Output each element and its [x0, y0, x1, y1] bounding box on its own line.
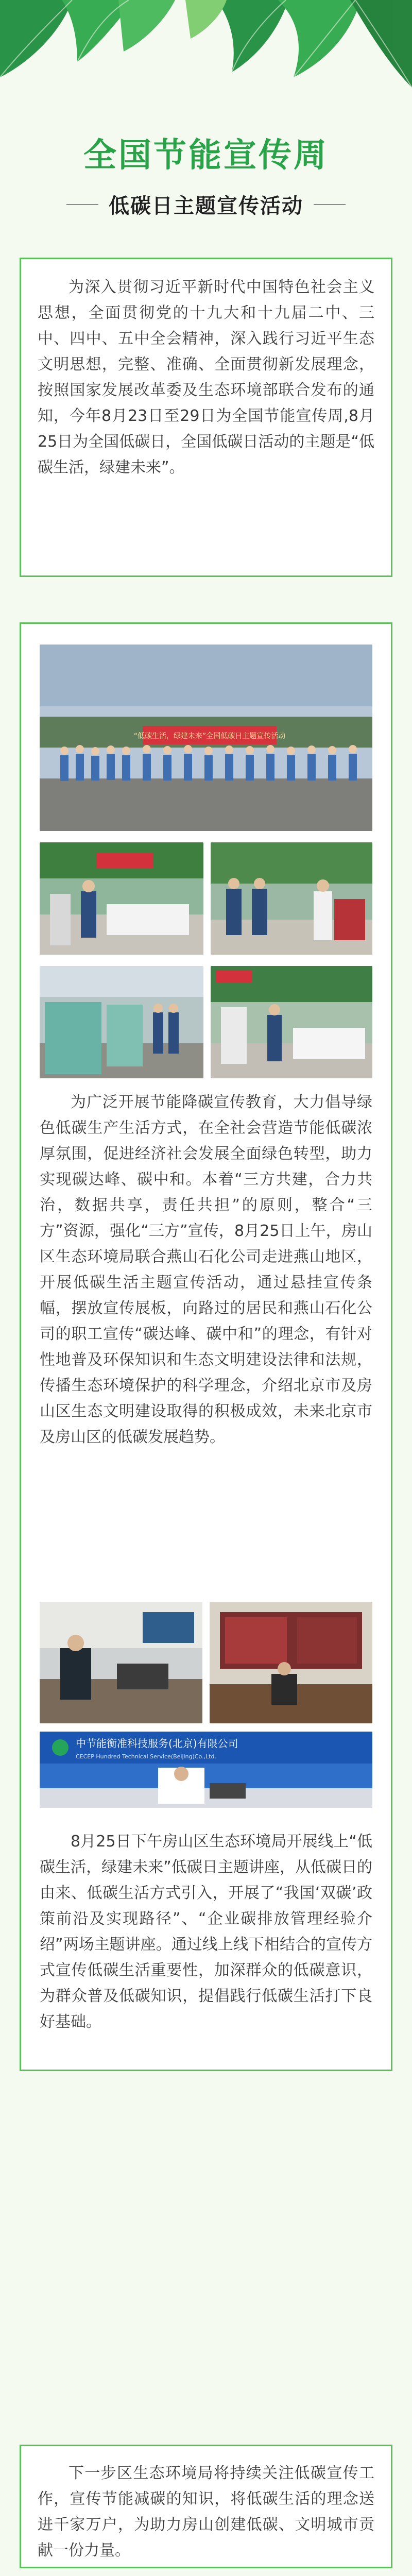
event-paragraph: 为广泛开展节能降碳宣传教育，大力倡导绿色低碳生产生活方式，在全社会营造节能低碳浓厚氛围，促进经济社会发展全面绿色转型，助力实现碳达峰、碳中和。本着“三方共建，合力共治，数据共享，责任共担”的原则，整合“三方”资源，强化“三方”宣传，8月25日上午，房山区生态环境局联合燕山石化公司走进燕山地区，开展低碳生活主题宣传活动，通过悬挂宣传条幅，摆放宣传展板，向路过的居民和燕山石化公司的职工宣传“碳达峰、碳中和”的理念，有针对性地普及环保知识和生态文明建设法律和法规，传播生态环境保护的科学理念，介绍北京市及房山区生态文明建设取得的积极成效，未来北京市及房山区的低碳发展趋势。	[40, 1093, 372, 1446]
event-photo-group	[40, 645, 372, 831]
exhibit-photo-2	[211, 966, 372, 1078]
event-card	[20, 622, 392, 1816]
page-title: 全国节能宣传周	[83, 137, 329, 175]
lecture-photo-1	[40, 1602, 202, 1723]
closing-paragraph: 下一步区生态环境局将持续关注低碳宣传工作，宣传节能减碳的知识，将低碳生活的理念送进千家万户，为助力房山创建低碳、文明城市贡献一份力量。	[38, 2464, 374, 2560]
intro-card	[20, 258, 392, 577]
subtitle-row	[0, 190, 412, 219]
lecture-paragraph: 8月25日下午房山区生态环境局开展线上“低碳生活，绿建未来”低碳日主题讲座，从低碳日的由来、低碳生活方式引入，开展了“我国‘双碳’政策前沿及实现路径”、“企业碳排放管理经验介绍”两场主题讲座。通过线上线下相结合的宣传方式宣传低碳生活重要性，加深群众的低碳意识，为群众普及低碳知识，提倡践行低碳生活打下良好基础。	[40, 1833, 372, 2031]
header	[0, 139, 412, 219]
page-subtitle: 低碳日主题宣传活动	[109, 194, 303, 218]
photo-banner-text: “低碳生活，绿建未来”全国低碳日主题宣传活动	[133, 732, 286, 740]
lecture-card	[20, 1814, 392, 2071]
company-sign-en: CECEP Hundred Technical Service(Beijing)Co.,Ltd.	[76, 1753, 216, 1760]
closing-card	[20, 2445, 392, 2568]
top-leaf-banner	[0, 0, 412, 103]
subtitle-divider-left	[66, 204, 98, 205]
online-lecture-screenshot	[40, 1732, 372, 1808]
subtitle-divider-right	[314, 204, 346, 205]
booth-photo-1	[40, 842, 203, 955]
exhibit-photo-1	[40, 966, 203, 1078]
event-text-block	[40, 1090, 372, 1450]
company-sign-cn: 中节能衡准科技服务(北京)有限公司	[76, 1737, 238, 1750]
booth-photo-2	[211, 842, 372, 955]
lecture-photo-2	[210, 1602, 372, 1723]
intro-paragraph: 为深入贯彻习近平新时代中国特色社会主义思想，全面贯彻党的十九大和十九届二中、三中、四中、五中全会精神，深入践行习近平生态文明思想，完整、准确、全面贯彻新发展理念，按照国家发展改革委及生态环境部联合发布的通知，今年8月23日至29日为全国节能宣传周,8月25日为全国低碳日，全国低碳日活动的主题是“低碳生活，绿建未来”。	[38, 278, 374, 477]
